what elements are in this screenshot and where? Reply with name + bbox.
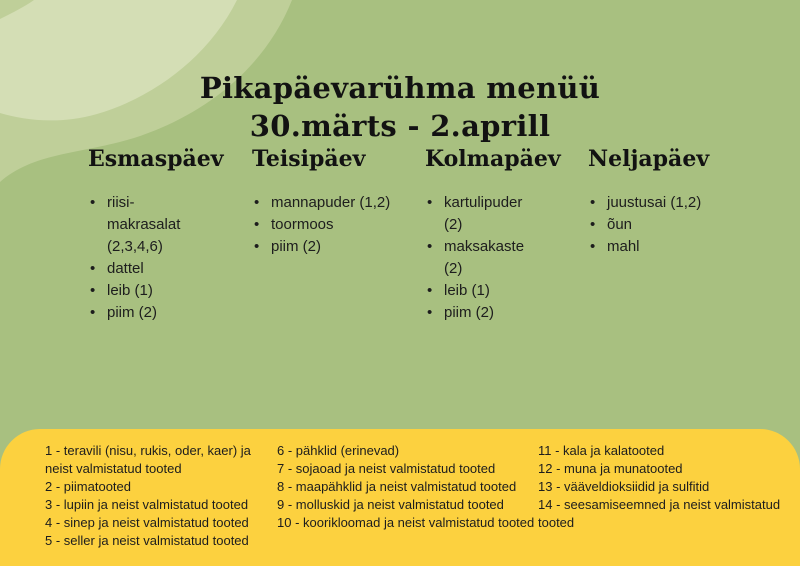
page-title-line2: 30.märts - 2.aprill [249,109,551,144]
menu-item: • riisi-makrasalat (2,3,4,6) [88,192,188,258]
menu-item: • kartulipuder (2) [425,192,525,236]
menu-item: • mannapuder (1,2) [252,192,404,214]
day-column-monday [88,146,224,324]
day-column-wednesday [425,146,561,324]
menu-item: • piim (2) [252,236,404,258]
day-heading-tuesday: Teisipäev [252,146,366,172]
menu-item: • leib (1) [88,280,188,302]
page-title [0,69,800,145]
allergen-legend-column-2 [277,442,535,532]
day-column-tuesday [252,146,404,258]
menu-list-thursday [588,192,740,258]
allergen-entry: 11 - kala ja kalatooted [538,443,665,458]
allergen-entry: 14 - seesamiseemned ja neist valmistatud tooted [538,497,781,530]
day-column-thursday [588,146,740,258]
menu-item: • toormoos [252,214,404,236]
menu-item: • maksakaste (2) [425,236,525,280]
menu-item: • mahl [588,236,740,258]
allergen-entry: 7 - sojaoad ja neist valmistatud tooted [277,461,496,476]
allergen-entry: 13 - vääveldioksiidid ja sulfitid [538,479,710,494]
menu-item: • juustusai (1,2) [588,192,740,214]
allergen-entry: 5 - seller ja neist valmistatud tooted [45,533,249,548]
menu-list-wednesday [425,192,525,324]
menu-item: • õun [588,214,740,236]
menu-list-tuesday [252,192,404,258]
menu-item: • dattel [88,258,188,280]
allergen-entry: 2 - piimatooted [45,479,131,494]
allergen-entry: 9 - molluskid ja neist valmistatud tooted [277,497,504,512]
menu-item: • piim (2) [88,302,188,324]
menu-item: • piim (2) [425,302,525,324]
allergen-entry: 8 - maapähklid ja neist valmistatud tooted [277,479,517,494]
allergen-legend-column-3 [538,442,792,532]
allergen-entry: 1 - teravili (nisu, rukis, oder, kaer) ja neist valmistatud tooted [45,443,251,476]
allergen-entry: 10 - koorikloomad ja neist valmistatud tooted [277,515,535,530]
allergen-legend [0,429,800,566]
day-heading-thursday: Neljapäev [588,146,710,172]
allergen-legend-column-1 [45,442,281,550]
menu-list-monday [88,192,188,324]
allergen-entry: 3 - lupiin ja neist valmistatud tooted [45,497,249,512]
day-heading-wednesday: Kolmapäev [425,146,561,172]
menu-item: • leib (1) [425,280,525,302]
allergen-entry: 4 - sinep ja neist valmistatud tooted [45,515,249,530]
page-title-line1: Pikapäevarühma menüü [199,71,601,106]
allergen-entry: 6 - pähklid (erinevad) [277,443,400,458]
allergen-entry: 12 - muna ja munatooted [538,461,683,476]
day-heading-monday: Esmaspäev [88,146,224,172]
